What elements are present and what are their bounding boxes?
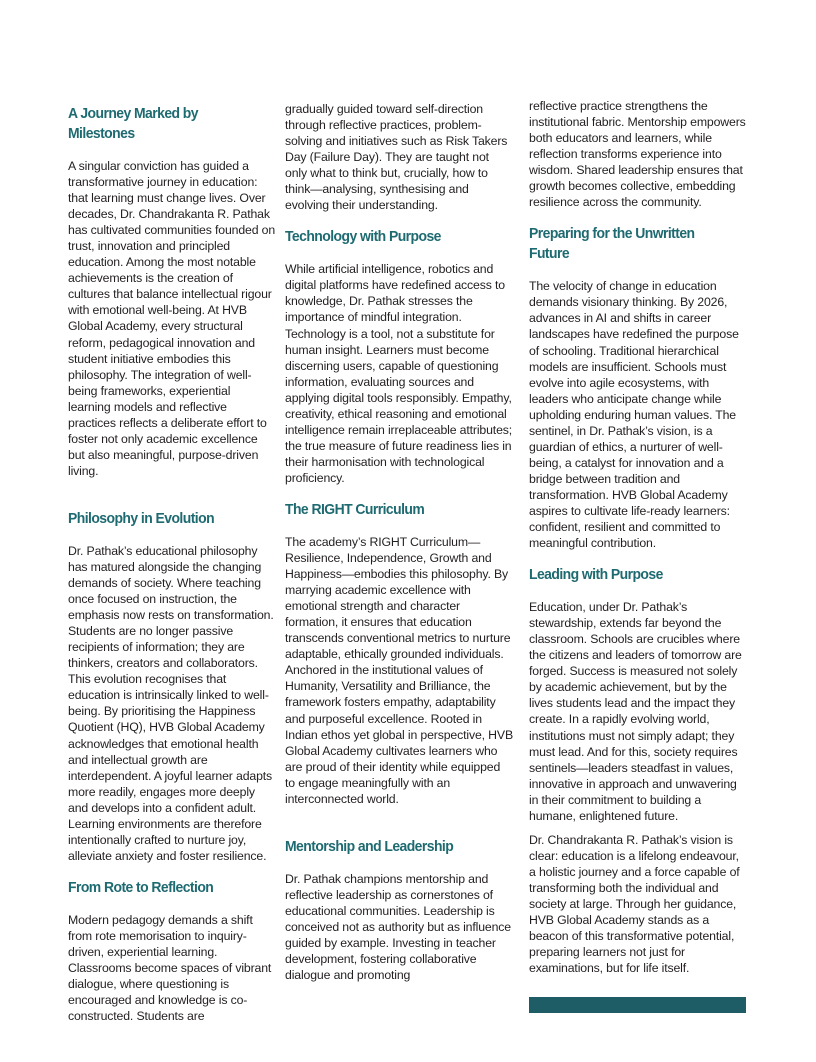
heading-milestones: A Journey Marked by Milestones [68,105,198,142]
paragraph-mentorship-part2: reflective practice strengthens the institutional fabric. Mentorship empowers both educators and learners, while reflection transforms experience into wisdom. Shared leadership ensures that growth becomes collective, embedding resilience across the community. [529,99,746,210]
heading-mentorship: Mentorship and Leadership [285,837,454,855]
paragraph-curriculum: The academy’s RIGHT Curriculum—Resilience, Independence, Growth and Happiness—embodies this philosophy. By marrying academic excellence with emotional strength and character formation, it ensures that education transcends conventional metrics to nurture adaptable, ethically grounded individuals. Anchored in the institutional values of Humanity, Versatility and Brilliance, the framework fosters empathy, adaptability and purposeful excellence. Rooted in Indian ethos yet global in perspective, HVB Global Academy cultivates learners who are proud of their identity while equipped to engage meaningfully with an interconnected world. [285,534,514,806]
paragraph-future: The velocity of change in education demands visionary thinking. By 2026, advances in AI and shifts in career landscapes have redefined the purpose of schooling. Traditional hierarchical models are insufficient. Schools must evolve into agile ecosystems, with leaders who anticipate change while upholding enduring human values. The sentinel, in Dr. Pathak’s vision, is a guardian of ethics, a nurturer of well-being, a catalyst for innovation and a bridge between tradition and transformation. HVB Global Academy aspires to cultivate life-ready learners: confident, resilient and committed to meaningful contribution. [529,279,739,551]
column-middle [285,101,513,983]
column-right [529,98,747,976]
paragraph-milestones: A singular conviction has guided a transformative journey in education: that learning must change lives. Over decades, Dr. Chandrakanta R. Pathak has cultivated communities founded on trust, innovation and principled education. Among the most notable achievements is the creation of cultures that balance intellectual rigour with emotional well-being. At HVB Global Academy, every structural reform, pedagogical innovation and student initiative embodies this philosophy. The integration of well-being frameworks, experiential learning models and reflective practices reflects a deliberate effort to foster not only academic excellence but also meaningful, purpose-driven living. [68,159,276,478]
footer-accent-bar [529,997,746,1013]
heading-leading: Leading with Purpose [529,566,663,584]
paragraph-mentorship-part1: Dr. Pathak champions mentorship and reflective leadership as cornerstones of educational communities. Leadership is conceived not as authority but as influence guided by example. Investing in teacher development, fostering collaborative dialogue and promoting [285,871,511,983]
column-left [68,104,276,1024]
paragraph-philosophy: Dr. Pathak’s educational philosophy has matured alongside the changing demands of society. Where teaching once focused on instruction, the emphasis now rests on transformation. Students are no longer passive recipients of information; they are thinkers, creators and collaborators. This evolution recognises that education is intrinsically linked to well-being. By prioritising the Happiness Quotient (HQ), HVB Global Academy acknowledges that emotional health and intellectual growth are interdependent. A joyful learner adapts more readily, engages more deeply and develops into a confident adult. Learning environments are therefore intentionally crafted to nurture joy, alleviate anxiety and foster resilience. [68,543,274,863]
paragraph-technology: While artificial intelligence, robotics and digital platforms have redefined access to knowledge, Dr. Pathak stresses the importance of mindful integration. Technology is a tool, not a substitute for human insight. Learners must become discerning users, capable of questioning information, evaluating sources and applying digital tools responsibly. Empathy, creativity, ethical reasoning and emotional intelligence remain irreplaceable attributes; the true measure of future readiness lies in their harmonisation with technological proficiency. [285,262,513,485]
heading-philosophy: Philosophy in Evolution [68,509,215,527]
heading-curriculum: The RIGHT Curriculum [285,500,425,518]
heading-technology: Technology with Purpose [285,228,441,246]
paragraph-leading-2: Dr. Chandrakanta R. Pathak’s vision is clear: education is a lifelong endeavour, a holistic journey and a force capable of transforming both the individual and society at large. Through her guidance, HVB Global Academy stands as a beacon of this transformative potential, preparing learners not just for examinations, but for life itself. [529,832,740,976]
paragraph-leading-1: Education, under Dr. Pathak’s stewardship, extends far beyond the classroom. Schools are crucibles where the citizens and leaders of tomorrow are forged. Success is measured not solely by academic achievement, but by the lives students lead and the impact they create. In a rapidly evolving world, institutions must not simply adapt; they must lead. And for this, society requires sentinels—leaders steadfast in values, innovative in approach and unwavering in their commitment to building a humane, enlightened future. [529,600,742,823]
heading-rote: From Rote to Reflection [68,878,214,896]
paragraph-rote-part1: Modern pedagogy demands a shift from rote memorisation to inquiry-driven, experiential learning. Classrooms become spaces of vibrant dialogue, where questioning is encouraged and knowledge is co-constructed. Students are [68,912,272,1024]
paragraph-rote-part2: gradually guided toward self-direction through reflective practices, problem-solving and initiatives such as Risk Takers Day (Failure Day). They are taught not only what to think but, crucially, how to think—analysing, synthesising and evolving their understanding. [285,102,508,213]
heading-future: Preparing for the Unwritten Future [529,225,695,263]
